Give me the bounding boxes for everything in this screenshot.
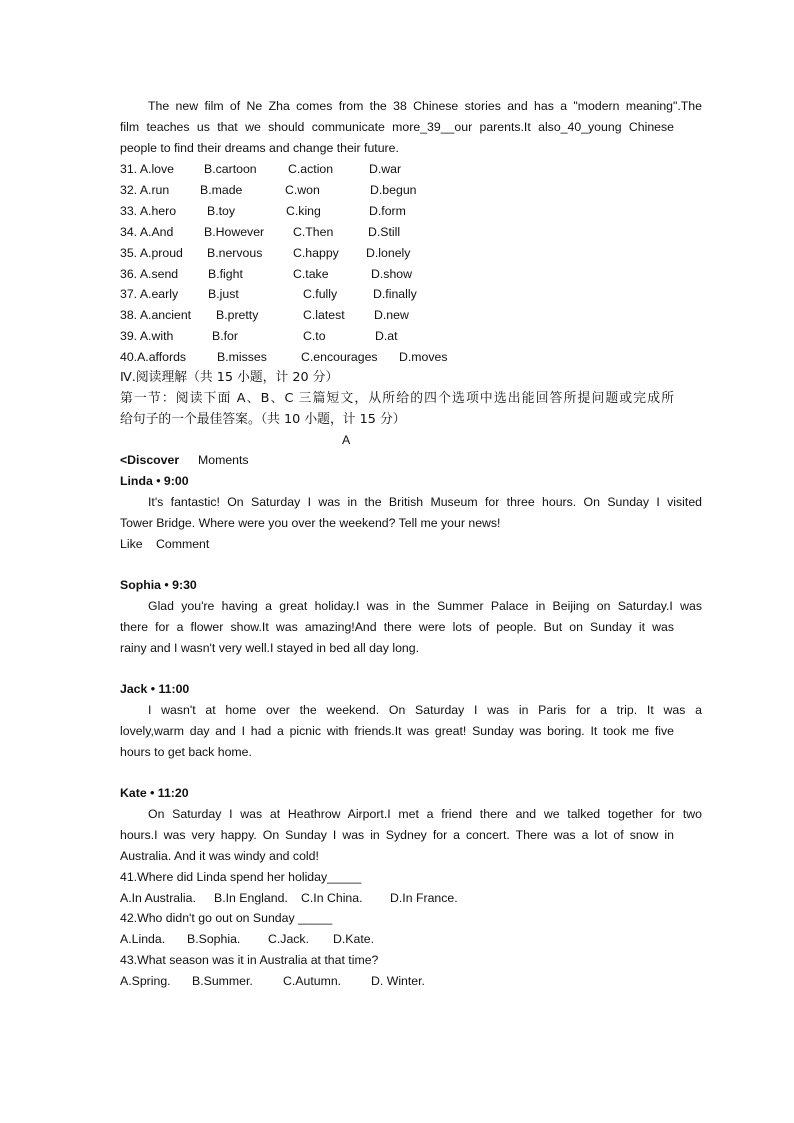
post-jack-line-1: I wasn't at home over the weekend. On Saturday I was in Paris for a trip. It was a	[148, 703, 702, 717]
option-a: 34. A.And	[120, 225, 174, 239]
question-41-options	[120, 888, 674, 909]
option-b: B.Summer.	[192, 974, 253, 988]
option-d: D.Kate.	[333, 932, 375, 946]
post-jack-line-3: hours to get back home.	[120, 745, 252, 759]
option-a: 31. A.love	[120, 162, 175, 176]
post-linda-actions	[120, 534, 674, 555]
question-42: 42.Who didn't go out on Sunday _____	[120, 911, 333, 925]
like-label: Like	[120, 537, 143, 551]
option-c: C.to	[303, 329, 326, 343]
cloze-question-39	[120, 326, 674, 347]
post-header-jack: Jack • 11:00	[120, 682, 190, 696]
post-jack-line-2: lovely,warm day and I had a picnic with friends.It was great! Sunday was boring. It took me five	[120, 724, 674, 738]
option-b: B.for	[212, 329, 238, 343]
option-b: B.just	[208, 287, 239, 301]
option-a: A.Linda.	[120, 932, 166, 946]
option-c: C.action	[288, 162, 334, 176]
section-heading: Ⅳ.阅读理解（共 15 小题，计 20 分）	[120, 370, 339, 385]
comment-label: Comment	[156, 537, 210, 551]
cloze-question-32	[120, 180, 674, 201]
option-a: 37. A.early	[120, 287, 179, 301]
option-c: C.encourages	[301, 350, 378, 364]
option-d: D.finally	[373, 287, 417, 301]
question-42-options	[120, 929, 674, 950]
option-a: 36. A.send	[120, 267, 179, 281]
moments-title: Moments	[198, 453, 249, 467]
cloze-question-36	[120, 264, 674, 285]
moments-nav	[120, 450, 674, 471]
option-a: 32. A.run	[120, 183, 170, 197]
post-sophia-line-3: rainy and I wasn't very well.I stayed in bed all day long.	[120, 641, 419, 655]
option-b: B.nervous	[207, 246, 263, 260]
option-c: C.won	[285, 183, 320, 197]
option-d: D.lonely	[366, 246, 411, 260]
cloze-question-34	[120, 222, 674, 243]
cloze-question-33	[120, 201, 674, 222]
option-c: C.fully	[303, 287, 338, 301]
option-a: 40.A.affords	[120, 350, 187, 364]
option-a: 33. A.hero	[120, 204, 177, 218]
post-linda-line-1: It's fantastic! On Saturday I was in the British Museum for three hours. On Sunday I visited	[148, 495, 702, 509]
cloze-question-31	[120, 159, 674, 180]
option-c: C.king	[286, 204, 321, 218]
post-sophia-line-1: Glad you're having a great holiday.I was in the Summer Palace in Beijing on Saturday.I was	[148, 599, 702, 613]
option-d: D.show	[371, 267, 413, 281]
option-b: B.made	[200, 183, 243, 197]
option-b: B.In England.	[214, 891, 288, 905]
option-b: B.toy	[207, 204, 236, 218]
post-header-sophia: Sophia • 9:30	[120, 578, 197, 592]
passage-label: A	[342, 433, 351, 447]
option-c: C.Autumn.	[283, 974, 342, 988]
cloze-question-37	[120, 284, 674, 305]
option-b: B.However	[204, 225, 265, 239]
post-header-kate: Kate • 11:20	[120, 786, 189, 800]
option-a: A.In Australia.	[120, 891, 196, 905]
question-43: 43.What season was it in Australia at that time?	[120, 953, 379, 967]
option-c: C.take	[293, 267, 329, 281]
cloze-question-38	[120, 305, 674, 326]
option-d: D.war	[369, 162, 402, 176]
option-d: D. Winter.	[371, 974, 425, 988]
option-c: C.Then	[293, 225, 334, 239]
option-c: C.happy	[293, 246, 339, 260]
option-b: B.Sophia.	[187, 932, 241, 946]
post-header-linda: Linda • 9:00	[120, 474, 189, 488]
option-a: 39. A.with	[120, 329, 174, 343]
question-41: 41.Where did Linda spend her holiday_____	[120, 870, 362, 884]
option-d: D.moves	[399, 350, 448, 364]
option-b: B.cartoon	[204, 162, 257, 176]
cloze-passage-line-1: The new film of Ne Zha comes from the 38 Chinese stories and has a "modern meaning".The	[148, 99, 702, 113]
post-sophia-line-2: there for a flower show.It was amazing!And there were lots of people. But on Sunday it was	[120, 620, 674, 634]
option-b: B.misses	[217, 350, 267, 364]
option-d: D.at	[375, 329, 398, 343]
post-kate-line-3: Australia. And it was windy and cold!	[120, 849, 319, 863]
cloze-passage-line-3: people to find their dreams and change their future.	[120, 141, 399, 155]
option-c: C.latest	[303, 308, 345, 322]
option-d: D.In France.	[390, 891, 458, 905]
option-c: C.Jack.	[268, 932, 309, 946]
option-a: 35. A.proud	[120, 246, 183, 260]
cloze-question-35	[120, 243, 674, 264]
option-d: D.form	[369, 204, 406, 218]
discover-back-link: <Discover	[120, 453, 180, 467]
option-c: C.In China.	[301, 891, 363, 905]
option-a: A.Spring.	[120, 974, 171, 988]
option-d: D.begun	[370, 183, 417, 197]
option-b: B.pretty	[216, 308, 259, 322]
section-instruction-line-1: 第一节：阅读下面 A、B、C 三篇短文，从所给的四个选项中选出能回答所提问题或完成所	[120, 391, 674, 406]
section-instruction-line-2: 给句子的一个最佳答案。（共 10 小题，计 15 分）	[120, 412, 406, 427]
cloze-question-40	[120, 347, 674, 368]
option-b: B.fight	[208, 267, 243, 281]
question-43-options	[120, 971, 674, 992]
option-d: D.Still	[368, 225, 401, 239]
option-a: 38. A.ancient	[120, 308, 192, 322]
post-linda-line-2: Tower Bridge. Where were you over the weekend? Tell me your news!	[120, 516, 501, 530]
post-kate-line-1: On Saturday I was at Heathrow Airport.I met a friend there and we talked together for two	[148, 807, 702, 821]
option-d: D.new	[374, 308, 409, 322]
post-kate-line-2: hours.I was very happy. On Sunday I was in Sydney for a concert. There was a lot of snow in	[120, 828, 674, 842]
cloze-passage-line-2: film teaches us that we should communicate more_39__our parents.It also_40_young Chinese	[120, 120, 674, 134]
